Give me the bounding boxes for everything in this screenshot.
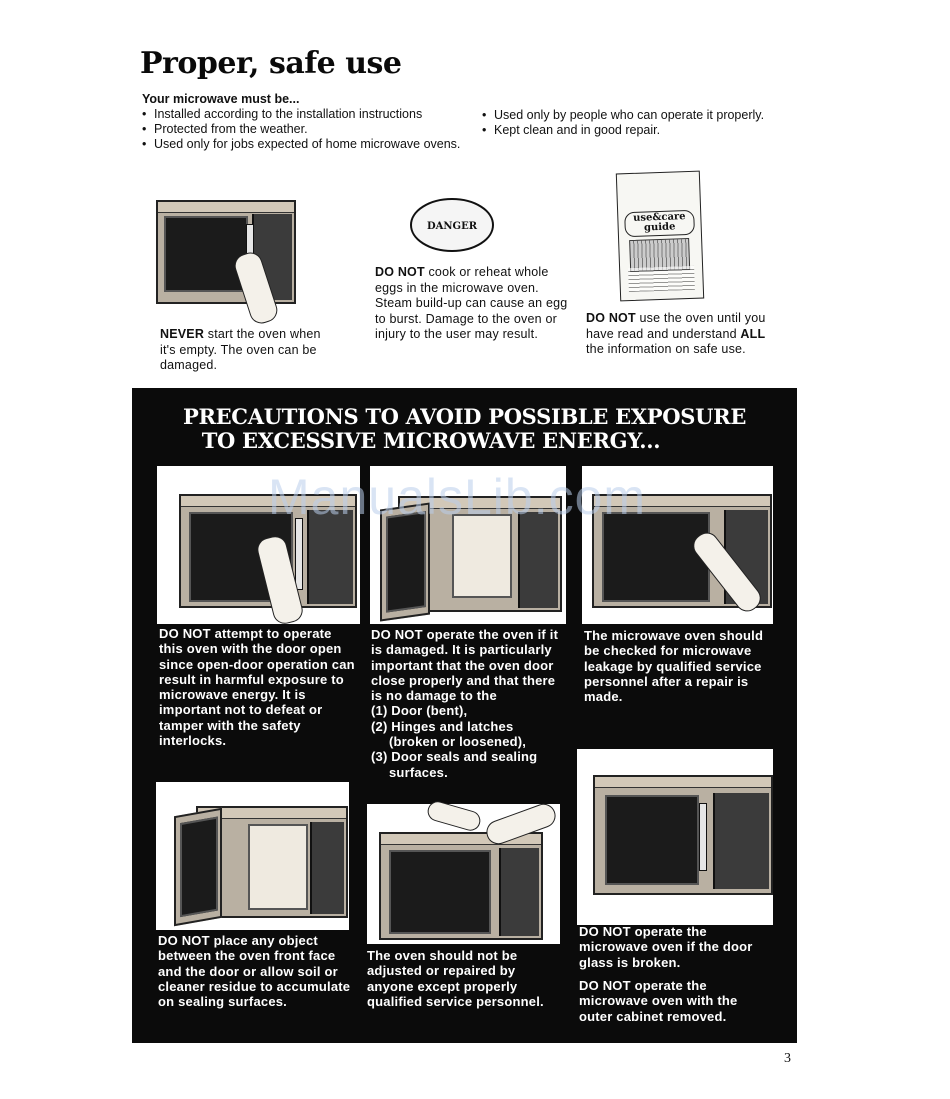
list-item: • Protected from the weather.	[142, 122, 462, 137]
damage-item: (2) Hinges and latches	[371, 718, 514, 734]
damage-item: (3) Door seals and sealing	[371, 749, 538, 765]
precautions-title-line1: PRECAUTIONS TO AVOID POSSIBLE EXPOSURE	[182, 404, 747, 429]
caption-place-object: DO NOT place any object between the oven front face and the door or allow soil or cleaner residue to accumulate on sealing surfaces.	[158, 933, 351, 1010]
caption-door-open: DO NOT attempt to operate this oven with the door open since open-door operation can result in harmful exposure to microwave energy. It is important not to defeat or tamper with the safety interlocks.	[159, 626, 355, 749]
list-item: • Kept clean and in good repair.	[482, 123, 782, 138]
egg-danger-label: DANGER	[426, 221, 478, 232]
caption-guide: DO NOT use the oven until you have read and understand ALL the information on safe use.	[586, 311, 766, 356]
list-item: • Used only by people who can operate it properly.	[482, 108, 782, 123]
caption-adjusted: The oven should not be adjusted or repaired by anyone except properly qualified service personnel.	[367, 948, 544, 1009]
caption-damaged: DO NOT operate the oven if it is damaged. It is particularly important that the oven door close properly and that there is no damage to the (1) Door (bent), (2) Hinges and latches (broken or loosened), (3) Door seals and sealing surfaces.	[371, 627, 566, 780]
oven-illustration	[156, 200, 296, 304]
requirements-list-right	[482, 108, 782, 138]
list-item: • Installed according to the installation instructions	[142, 107, 462, 122]
requirements-list-left	[142, 107, 462, 152]
image-broken-glass	[577, 749, 773, 925]
page-number: 3	[784, 1051, 791, 1066]
list-item: • Used only for jobs expected of home microwave ovens.	[142, 137, 462, 152]
image-object-in-door	[156, 782, 349, 930]
caption-checked: The microwave oven should be checked for microwave leakage by qualified service personnel after a repair is made.	[584, 628, 764, 705]
caption-eggs: DO NOT cook or reheat whole eggs in the microwave oven. Steam build-up can cause an egg to burst. Damage to the oven or injury to the user may result.	[375, 265, 568, 341]
egg-icon	[408, 196, 496, 254]
page-title: Proper, safe use	[140, 46, 402, 81]
watermark: ManualsLib.com	[268, 469, 647, 525]
image-repair	[367, 804, 560, 944]
requirements-heading: Your microwave must be...	[142, 92, 300, 106]
use-care-guide-booklet	[616, 171, 704, 302]
damage-item: (1) Door (bent),	[371, 703, 468, 719]
guide-logo: use&care guide	[624, 210, 695, 237]
precautions-title-line2: TO EXCESSIVE MICROWAVE ENERGY...	[201, 428, 661, 453]
damage-item: (broken or loosened),	[389, 734, 527, 750]
damage-item: surfaces.	[389, 764, 448, 780]
caption-never-empty: NEVER start the oven when it's empty. The oven can be damaged.	[160, 327, 321, 372]
caption-glass: DO NOT operate the microwave oven if the door glass is broken.	[579, 924, 753, 970]
caption-cabinet: DO NOT operate the microwave oven with the outer cabinet removed.	[579, 978, 738, 1024]
